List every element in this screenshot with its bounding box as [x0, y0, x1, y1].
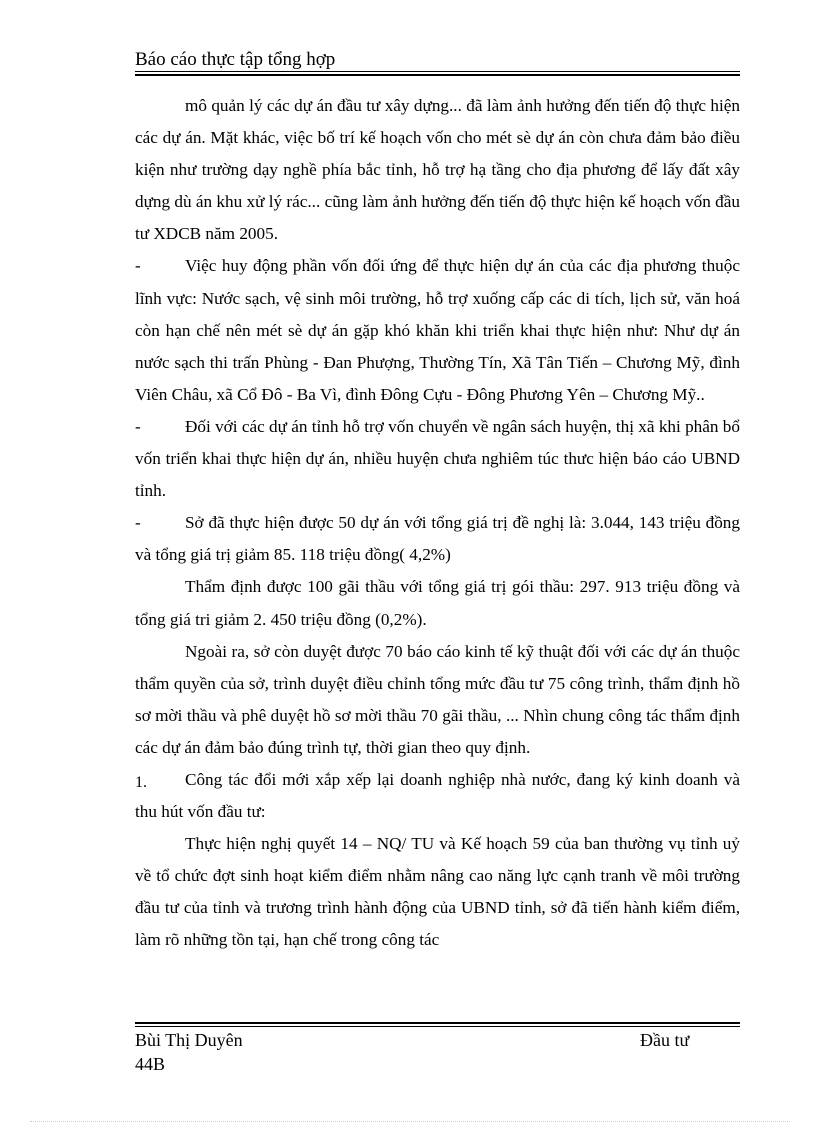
paragraph: Thực hiện nghị quyết 14 – NQ/ TU và Kế hoạch 59 của ban thường vụ tỉnh uỷ về tổ chức đợt sinh hoạt kiểm điểm nhằm nâng cao năng lực cạnh tranh về môi trường đầu tư của tỉnh và trương trình hành động của UBND tỉnh, sở đã tiến hành kiểm điểm, làm rõ những tồn tại, hạn chế trong công tác	[135, 834, 740, 950]
footer-author: Bùi Thị Duyên	[135, 1030, 243, 1050]
number-marker: 1.	[135, 773, 147, 791]
bullet-marker: -	[135, 256, 141, 276]
bullet-marker: -	[135, 513, 141, 533]
bullet-text: Đối với các dự án tỉnh hỗ trợ vốn chuyển về ngân sách huyện, thị xã khi phân bổ vốn triển khai thực hiện dự án, nhiều huyện chưa nghiêm túc thưc hiện báo cáo UBND tỉnh.	[135, 416, 740, 501]
bullet-marker: -	[135, 416, 141, 436]
bullet-paragraph	[135, 411, 740, 507]
numbered-text: Công tác đổi mới xắp xếp lại doanh nghiệp nhà nước, đang ký kinh doanh và thu hút vốn đầu tư:	[135, 769, 740, 822]
bullet-paragraph	[135, 250, 740, 410]
bullet-paragraph	[135, 507, 740, 571]
document-body	[135, 90, 740, 957]
paragraph: Ngoài ra, sở còn duyệt được 70 báo cáo kinh tế kỹ thuật đối với các dự án thuộc thẩm quyền của sở, trình duyệt điều chỉnh tổng mức đầu tư 75 công trình, thẩm định hồ sơ mời thầu và phê duyệt hồ sơ mời thầu 70 gãi thầu, ... Nhìn chung công tác thẩm định các dự án đảm bảo đúng trình tự, thời gian theo quy định.	[135, 641, 740, 757]
footer-class: 44B	[135, 1054, 166, 1074]
paragraph: Thẩm định được 100 gãi thầu với tổng giá trị gói thầu: 297. 913 triệu đồng và tổng giá tri giảm 2. 450 triệu đồng (0,2%).	[135, 577, 740, 629]
numbered-heading	[135, 764, 740, 828]
paragraph: mô quản lý các dự án đầu tư xây dựng... đã làm ảnh hưởng đến tiến độ thực hiện các dự án. Mặt khác, việc bố trí kế hoạch vốn cho mét sè dự án còn chưa đảm bảo điều kiện như trường dạy nghề phía bắc tỉnh, hỗ trợ hạ tầng cho địa phương để lấy đất xây dựng dù án khu xử lý rác... cũng làm ảnh hưởng đến tiến độ thực hiện kế hoạch vốn đầu tư XDCB năm 2005.	[135, 96, 740, 244]
header-rule-thin	[135, 71, 740, 72]
header-rule-thick	[135, 74, 740, 76]
footer-rule-thick	[135, 1022, 740, 1024]
footer-department: Đầu tư	[640, 1030, 690, 1050]
footer-rule-thin	[135, 1026, 740, 1027]
page-edge-dotted-line	[30, 1121, 790, 1122]
page-header	[135, 48, 740, 72]
header-title: Báo cáo thực tập tổng hợp	[135, 49, 336, 70]
bullet-text: Sở đã thực hiện được 50 dự án với tổng giá trị đề nghị là: 3.044, 143 triệu đồng và tổng giá trị giảm 85. 118 triệu đồng( 4,2%)	[135, 513, 740, 565]
bullet-text: Việc huy động phần vốn đối ứng để thực hiện dự án của các địa phương thuộc lĩnh vực: Nước sạch, vệ sinh môi trường, hỗ trợ xuống cấp các di tích, lịch sử, văn hoá còn hạn chế nên mét sè dự án gặp khó khăn khi triển khai thực hiện như: Như dự án nước sạch thi trấn Phùng - Đan Phượng, Thường Tín, Xã Tân Tiến – Chương Mỹ, đình Viên Châu, xã Cổ Đô - Ba Vì, đình Đông Cựu - Đông Phương Yên – Chương Mỹ..	[135, 256, 740, 404]
